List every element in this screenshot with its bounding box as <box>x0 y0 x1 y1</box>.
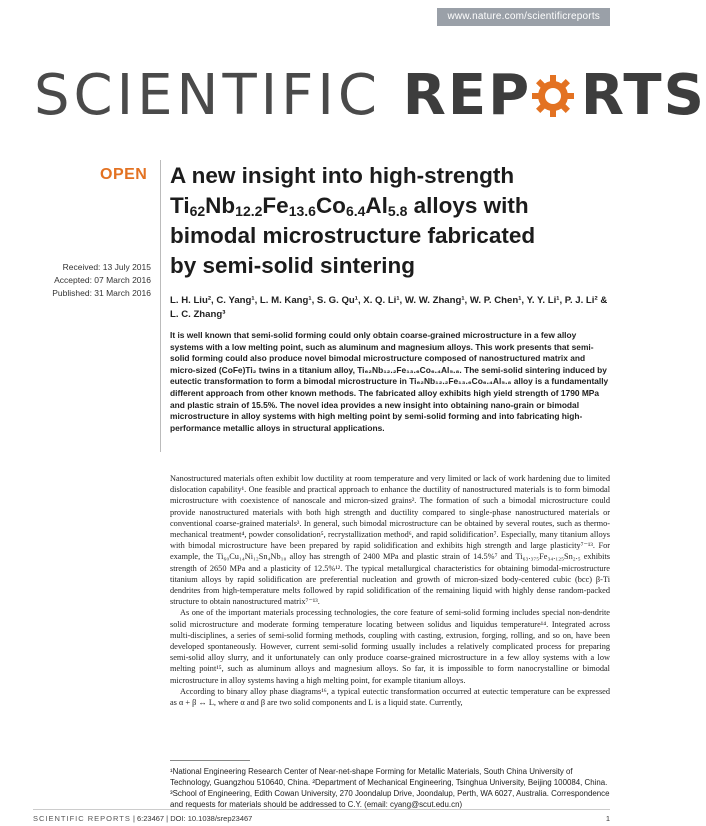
title-line-4: by semi-solid sintering <box>170 253 416 278</box>
body-paragraph-1: Nanostructured materials often exhibit low ductility at room temperature and very limited or lack of work hardening due to limited dislocation capability¹. One feasible and practical approach to enhance the ductility of nanostructured materials is to form bimodal microstructure with coexistence of nanoscale and micron-sized grains². The formation of such a bimodal microstructure could provide nanostructured materials with both high strength and ductility compared to single-phase nanostructured materials or conventional coarse-grained materials³. In general, such bimodal microstructure can be obtained by several routes, such as thermo-mechanical treatment⁴, powder consolidation⁵, recrystallization method⁶, and rapid solidification⁷. Especially, many titanium alloys with bimodal microstructure have been prepared by rapid solidification and exhibits high strength and large plasticity⁷⁻¹³. For example, the Ti₆₀Cu₁₄Ni₁₂Sn₄Nb₁₀ alloy has strength of 2400 MPa and plastic strain of 14.5%⁷ and Ti₆₃.₃₇₅Fe₃₄.₁₂₅Sn₂.₅ exhibits strength of 2650 MPa and a plasticity of 12.5%¹². The typical metallurgical characteristics for obtaining bimodal-microstructure titanium alloys by rapid solidification are preferential nucleation and growth of micron-sized body-centered cubic (bcc) β-Ti dendrites from high-temperature melts followed by rapid solidification of the remaining liquid with highly dense random-packed structure to obtain nanostructured matrix⁷⁻¹³. <box>170 474 610 607</box>
published-date: Published: 31 March 2016 <box>52 288 151 298</box>
affiliations-footnote: ¹National Engineering Research Center of Near-net-shape Forming for Metallic Materials, South China University of Technology, Guangzhou 510640, China. ²Department of Mechanical Engineering, Tsinghua University, Beijing 100084, China. ³School of Engineering, Edith Cowan University, 270 Joondalup Drive, Joondalup, Perth, WA 6027, Australia. Correspondence and requests for materials should be addressed to C.Y. (email: cyang@scut.edu.cn) <box>170 767 610 809</box>
abstract: It is well known that semi-solid forming could only obtain coarse-grained microstructure in a few alloy systems with a low melting point, such as aluminum and magnesium alloys. This work presents that semi-solid forming could also produce novel bimodal microstructure composed of nanostructured matrix and micro-sized (CoFe)Ti₂ twins in a titanium alloy, Ti₆₂Nb₁₂.₂Fe₁₃.₆Co₆.₄Al₅.₈. The semi-solid sintering induced by eutectic transformation to form a bimodal microstructure in Ti₆₂Nb₁₂.₂Fe₁₃.₆Co₆.₄Al₅.₈ alloy is a fundamentally different approach from other known methods. The fabricated alloy exhibits high yield strength of 1790 MPa and plastic strain of 15.5%. The novel idea provides a new insight into obtaining nano-grain or bimodal microstructure in alloy systems with high melting point by semi-solid forming and into fabricating high-performance metallic alloys in structural applications. <box>170 330 609 433</box>
page-number: 1 <box>605 814 610 823</box>
article-dates <box>40 261 151 300</box>
title-line-3: bimodal microstructure fabricated <box>170 223 536 248</box>
accepted-date: Accepted: 07 March 2016 <box>54 275 151 285</box>
column-divider <box>160 160 161 452</box>
journal-masthead <box>34 63 706 128</box>
journal-url[interactable]: www.nature.com/scientificreports <box>437 8 610 26</box>
article-body <box>170 473 610 708</box>
author-list: L. H. Liu², C. Yang¹, L. M. Kang¹, S. G. Qu¹, X. Q. Li¹, W. W. Zhang¹, W. P. Chen¹, Y. Y. Li¹, P. J. Li² & L. C. Zhang³ <box>170 295 608 320</box>
masthead-reports: REP RTS <box>402 63 706 128</box>
page-footer <box>33 809 610 823</box>
body-paragraph-2: As one of the important materials processing technologies, the core feature of semi-solid forming includes special non-dendrite solid microstructure and moderate forming temperature locating between solidus and liquidus temperature¹⁴. Integrated across multi-disciplines, a series of semi-solid forming methods, coupling with casting, extrusion, forging, rolling, and so on, have been developed spontaneously. However, current semi-solid forming usually includes a relatively complicated process for preparing semi-solid alloy slurry, and it unfortunately can only produce coarse-grained microstructure in a few alloy systems with a low melting point¹⁵, such as aluminum alloys and magnesium alloys. So far, it is impossible to form nanocrystalline or bimodal microstructure in alloy systems having a high melting point, for example titanium alloys. <box>170 608 610 685</box>
footer-citation[interactable]: | 6:23467 | DOI: 10.1038/srep23467 <box>130 814 253 823</box>
gear-logo-icon <box>531 66 581 126</box>
open-access-label: OPEN <box>100 166 148 183</box>
masthead-scientific: SCIENTIFIC <box>34 63 403 128</box>
article-title <box>170 161 610 281</box>
footer-journal-name: SCIENTIFIC REPORTS <box>33 814 131 823</box>
title-alloy-formula: $Ti_{62}Nb_{12.2}Fe_{13.6}Co_{6.4}Al_{5.8}$ <box>170 193 408 219</box>
title-line-2-rest: alloys with <box>407 193 529 218</box>
footnote-rule <box>170 760 250 761</box>
body-paragraph-3: According to binary alloy phase diagrams¹⁶, a typical eutectic transformation occurred at eutectic temperature can be expressed as α + β ↔ L, where α and β are two solid components and L is a liquid state. Currently, <box>170 686 610 708</box>
title-line-1: A new insight into high-strength <box>170 163 515 188</box>
received-date: Received: 13 July 2015 <box>62 262 151 272</box>
